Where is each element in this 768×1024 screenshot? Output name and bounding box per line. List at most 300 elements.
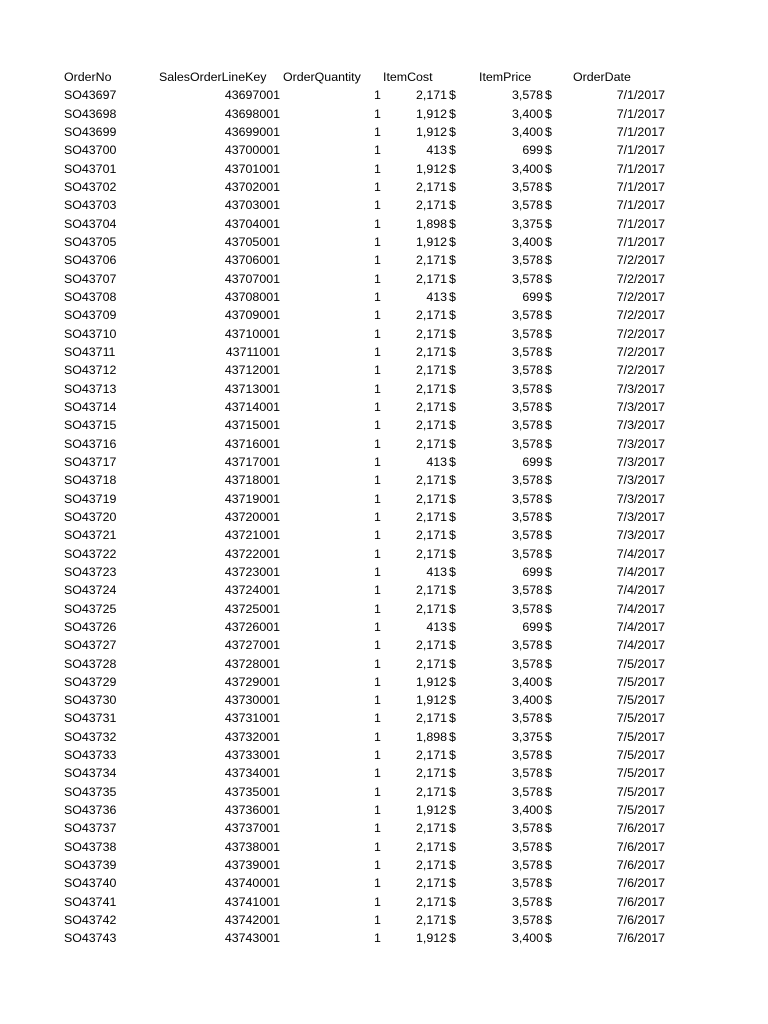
order-date-cell: 7/2/2017: [616, 308, 665, 323]
table-row: [0, 874, 768, 892]
table-row: [0, 123, 768, 141]
order-no-cell: SO43725: [64, 601, 117, 616]
item-cost-cell: 2,171: [415, 876, 447, 891]
line-key-cell: 43721001: [224, 528, 280, 543]
item-price-cell: 3,578: [511, 821, 543, 836]
order-date-cell: 7/2/2017: [616, 271, 665, 286]
item-cost-cell: 2,171: [415, 308, 447, 323]
header-order-quantity: OrderQuantity: [283, 70, 361, 84]
item-price-cell: 3,578: [511, 363, 543, 378]
item-cost-cell: 1,912: [415, 803, 447, 818]
order-date-cell: 7/3/2017: [616, 381, 665, 396]
item-price-currency: $: [545, 234, 552, 249]
item-cost-currency: $: [449, 766, 456, 781]
item-cost-cell: 1,912: [415, 106, 447, 121]
order-no-cell: SO43739: [64, 858, 117, 873]
order-no-cell: SO43706: [64, 253, 117, 268]
line-key-cell: 43717001: [224, 454, 280, 469]
line-key-cell: 43711001: [225, 344, 280, 359]
line-key-cell: 43719001: [224, 491, 280, 506]
order-date-cell: 7/4/2017: [616, 546, 665, 561]
item-cost-cell: 1,912: [415, 674, 447, 689]
item-cost-cell: 2,171: [415, 528, 447, 543]
order-no-cell: SO43716: [64, 436, 117, 451]
item-cost-cell: 2,171: [415, 858, 447, 873]
item-cost-currency: $: [449, 638, 456, 653]
quantity-cell: 1: [374, 784, 381, 799]
item-cost-currency: $: [449, 583, 456, 598]
item-price-cell: 3,578: [511, 583, 543, 598]
item-cost-cell: 2,171: [415, 583, 447, 598]
item-cost-currency: $: [449, 784, 456, 799]
line-key-cell: 43709001: [224, 308, 280, 323]
item-price-cell: 3,578: [511, 913, 543, 928]
order-no-cell: SO43712: [64, 363, 117, 378]
order-no-cell: SO43717: [64, 454, 117, 469]
quantity-cell: 1: [374, 399, 381, 414]
item-price-cell: 3,578: [511, 491, 543, 506]
table-row: [0, 545, 768, 563]
quantity-cell: 1: [374, 363, 381, 378]
quantity-cell: 1: [374, 821, 381, 836]
item-price-currency: $: [545, 638, 552, 653]
line-key-cell: 43712001: [224, 363, 280, 378]
order-no-cell: SO43709: [64, 308, 117, 323]
order-no-cell: SO43714: [64, 399, 117, 414]
line-key-cell: 43739001: [224, 858, 280, 873]
item-cost-currency: $: [449, 528, 456, 543]
item-cost-currency: $: [449, 88, 456, 103]
item-price-cell: 3,578: [511, 271, 543, 286]
item-cost-currency: $: [449, 179, 456, 194]
table-row: [0, 490, 768, 508]
quantity-cell: 1: [374, 198, 381, 213]
item-cost-cell: 2,171: [415, 748, 447, 763]
table-row: [0, 764, 768, 782]
quantity-cell: 1: [374, 528, 381, 543]
item-cost-currency: $: [449, 161, 456, 176]
quantity-cell: 1: [374, 803, 381, 818]
line-key-cell: 43726001: [224, 619, 280, 634]
order-date-cell: 7/6/2017: [616, 894, 665, 909]
table-row: [0, 600, 768, 618]
line-key-cell: 43723001: [224, 564, 280, 579]
order-date-cell: 7/3/2017: [616, 509, 665, 524]
order-no-cell: SO43703: [64, 198, 117, 213]
quantity-cell: 1: [374, 106, 381, 121]
quantity-cell: 1: [374, 308, 381, 323]
item-cost-cell: 2,171: [415, 344, 447, 359]
item-cost-currency: $: [449, 216, 456, 231]
item-cost-cell: 2,171: [415, 88, 447, 103]
item-cost-currency: $: [449, 326, 456, 341]
order-date-cell: 7/1/2017: [616, 88, 665, 103]
order-date-cell: 7/1/2017: [616, 234, 665, 249]
item-price-currency: $: [545, 583, 552, 598]
item-price-cell: 699: [522, 143, 543, 158]
item-cost-cell: 2,171: [415, 198, 447, 213]
table-row: [0, 508, 768, 526]
order-date-cell: 7/4/2017: [616, 619, 665, 634]
item-price-currency: $: [545, 308, 552, 323]
item-price-cell: 3,578: [511, 253, 543, 268]
order-date-cell: 7/6/2017: [616, 913, 665, 928]
line-key-cell: 43715001: [224, 418, 280, 433]
item-cost-cell: 2,171: [415, 839, 447, 854]
quantity-cell: 1: [374, 656, 381, 671]
line-key-cell: 43727001: [224, 638, 280, 653]
item-cost-cell: 2,171: [415, 363, 447, 378]
table-row: [0, 728, 768, 746]
item-price-cell: 3,578: [511, 308, 543, 323]
item-price-currency: $: [545, 436, 552, 451]
header-order-no: OrderNo: [64, 70, 112, 84]
table-row: [0, 709, 768, 727]
item-price-currency: $: [545, 711, 552, 726]
line-key-cell: 43708001: [224, 289, 280, 304]
item-price-cell: 3,400: [511, 106, 543, 121]
quantity-cell: 1: [374, 748, 381, 763]
quantity-cell: 1: [374, 693, 381, 708]
line-key-cell: 43706001: [224, 253, 280, 268]
item-cost-currency: $: [449, 546, 456, 561]
quantity-cell: 1: [374, 711, 381, 726]
item-price-currency: $: [545, 161, 552, 176]
item-cost-cell: 413: [426, 143, 447, 158]
item-price-cell: 3,578: [511, 399, 543, 414]
order-no-cell: SO43705: [64, 234, 117, 249]
item-cost-currency: $: [449, 509, 456, 524]
item-price-cell: 3,400: [511, 803, 543, 818]
quantity-cell: 1: [374, 473, 381, 488]
item-cost-currency: $: [449, 711, 456, 726]
item-cost-cell: 413: [426, 289, 447, 304]
order-no-cell: SO43737: [64, 821, 117, 836]
order-date-cell: 7/2/2017: [616, 363, 665, 378]
item-cost-currency: $: [449, 931, 456, 946]
order-no-cell: SO43699: [64, 124, 117, 139]
item-cost-cell: 2,171: [415, 326, 447, 341]
order-date-cell: 7/6/2017: [616, 839, 665, 854]
quantity-cell: 1: [374, 271, 381, 286]
table-row: [0, 673, 768, 691]
quantity-cell: 1: [374, 344, 381, 359]
quantity-cell: 1: [374, 546, 381, 561]
table-row: [0, 471, 768, 489]
line-key-cell: 43699001: [224, 124, 280, 139]
order-date-cell: 7/5/2017: [616, 748, 665, 763]
order-no-cell: SO43740: [64, 876, 117, 891]
item-cost-currency: $: [449, 308, 456, 323]
quantity-cell: 1: [374, 143, 381, 158]
item-price-currency: $: [545, 124, 552, 139]
item-price-currency: $: [545, 143, 552, 158]
item-cost-cell: 2,171: [415, 509, 447, 524]
item-cost-cell: 413: [426, 619, 447, 634]
line-key-cell: 43716001: [224, 436, 280, 451]
item-price-currency: $: [545, 399, 552, 414]
order-no-cell: SO43728: [64, 656, 117, 671]
quantity-cell: 1: [374, 234, 381, 249]
item-cost-cell: 2,171: [415, 491, 447, 506]
table-row: [0, 453, 768, 471]
line-key-cell: 43731001: [224, 711, 280, 726]
item-cost-currency: $: [449, 693, 456, 708]
table-row: [0, 380, 768, 398]
order-date-cell: 7/6/2017: [616, 931, 665, 946]
line-key-cell: 43714001: [224, 399, 280, 414]
line-key-cell: 43720001: [224, 509, 280, 524]
item-cost-currency: $: [449, 124, 456, 139]
item-price-currency: $: [545, 876, 552, 891]
order-date-cell: 7/3/2017: [616, 399, 665, 414]
table-row: [0, 361, 768, 379]
item-price-cell: 3,578: [511, 546, 543, 561]
quantity-cell: 1: [374, 381, 381, 396]
quantity-cell: 1: [374, 253, 381, 268]
order-date-cell: 7/5/2017: [616, 693, 665, 708]
item-price-cell: 3,578: [511, 418, 543, 433]
order-no-cell: SO43701: [64, 161, 117, 176]
item-price-currency: $: [545, 179, 552, 194]
table-row: [0, 215, 768, 233]
order-no-cell: SO43732: [64, 729, 117, 744]
item-cost-currency: $: [449, 106, 456, 121]
order-date-cell: 7/6/2017: [616, 858, 665, 873]
order-date-cell: 7/4/2017: [616, 638, 665, 653]
table-row: [0, 856, 768, 874]
item-cost-currency: $: [449, 729, 456, 744]
line-key-cell: 43703001: [224, 198, 280, 213]
item-price-cell: 699: [522, 454, 543, 469]
order-no-cell: SO43743: [64, 931, 117, 946]
table-row: [0, 655, 768, 673]
table-row: [0, 233, 768, 251]
table-row: [0, 911, 768, 929]
header-order-date: OrderDate: [573, 70, 631, 84]
item-cost-currency: $: [449, 234, 456, 249]
item-price-currency: $: [545, 839, 552, 854]
table-row: [0, 196, 768, 214]
item-cost-currency: $: [449, 876, 456, 891]
quantity-cell: 1: [374, 564, 381, 579]
item-cost-currency: $: [449, 143, 456, 158]
order-no-cell: SO43723: [64, 564, 117, 579]
order-date-cell: 7/6/2017: [616, 876, 665, 891]
item-price-cell: 3,400: [511, 124, 543, 139]
item-cost-cell: 1,912: [415, 693, 447, 708]
quantity-cell: 1: [374, 876, 381, 891]
item-cost-currency: $: [449, 271, 456, 286]
item-price-currency: $: [545, 106, 552, 121]
order-date-cell: 7/1/2017: [616, 143, 665, 158]
item-price-cell: 3,578: [511, 436, 543, 451]
item-price-cell: 3,400: [511, 161, 543, 176]
line-key-cell: 43724001: [224, 583, 280, 598]
order-date-cell: 7/5/2017: [616, 729, 665, 744]
table-row: [0, 325, 768, 343]
order-date-cell: 7/5/2017: [616, 766, 665, 781]
order-no-cell: SO43726: [64, 619, 117, 634]
line-key-cell: 43698001: [224, 106, 280, 121]
item-price-cell: 3,578: [511, 711, 543, 726]
item-cost-currency: $: [449, 418, 456, 433]
item-cost-currency: $: [449, 491, 456, 506]
order-date-cell: 7/5/2017: [616, 656, 665, 671]
order-no-cell: SO43707: [64, 271, 117, 286]
item-cost-cell: 1,898: [415, 729, 447, 744]
order-date-cell: 7/3/2017: [616, 528, 665, 543]
item-price-cell: 3,578: [511, 656, 543, 671]
item-price-cell: 699: [522, 289, 543, 304]
item-cost-currency: $: [449, 858, 456, 873]
line-key-cell: 43704001: [224, 216, 280, 231]
item-cost-cell: 413: [426, 454, 447, 469]
item-price-cell: 3,578: [511, 344, 543, 359]
line-key-cell: 43743001: [224, 931, 280, 946]
line-key-cell: 43737001: [224, 821, 280, 836]
item-cost-cell: 2,171: [415, 436, 447, 451]
line-key-cell: 43725001: [224, 601, 280, 616]
table-row: [0, 581, 768, 599]
line-key-cell: 43710001: [224, 326, 280, 341]
order-no-cell: SO43727: [64, 638, 117, 653]
item-cost-currency: $: [449, 399, 456, 414]
item-price-currency: $: [545, 418, 552, 433]
quantity-cell: 1: [374, 289, 381, 304]
item-cost-currency: $: [449, 289, 456, 304]
item-cost-currency: $: [449, 344, 456, 359]
line-key-cell: 43702001: [224, 179, 280, 194]
line-key-cell: 43732001: [224, 729, 280, 744]
quantity-cell: 1: [374, 454, 381, 469]
item-price-cell: 3,400: [511, 674, 543, 689]
quantity-cell: 1: [374, 601, 381, 616]
item-price-cell: 3,375: [511, 729, 543, 744]
line-key-cell: 43729001: [224, 674, 280, 689]
line-key-cell: 43733001: [224, 748, 280, 763]
item-price-cell: 3,578: [511, 894, 543, 909]
quantity-cell: 1: [374, 88, 381, 103]
item-cost-cell: 2,171: [415, 784, 447, 799]
item-cost-currency: $: [449, 198, 456, 213]
item-price-currency: $: [545, 546, 552, 561]
order-date-cell: 7/3/2017: [616, 473, 665, 488]
quantity-cell: 1: [374, 491, 381, 506]
header-item-price: ItemPrice: [479, 70, 532, 84]
order-date-cell: 7/3/2017: [616, 491, 665, 506]
table-row: [0, 801, 768, 819]
quantity-cell: 1: [374, 509, 381, 524]
item-price-cell: 3,578: [511, 766, 543, 781]
table-row: [0, 398, 768, 416]
quantity-cell: 1: [374, 161, 381, 176]
item-cost-currency: $: [449, 454, 456, 469]
item-cost-cell: 2,171: [415, 253, 447, 268]
quantity-cell: 1: [374, 436, 381, 451]
item-cost-cell: 2,171: [415, 766, 447, 781]
order-date-cell: 7/6/2017: [616, 821, 665, 836]
item-cost-currency: $: [449, 656, 456, 671]
line-key-cell: 43713001: [224, 381, 280, 396]
order-date-cell: 7/5/2017: [616, 711, 665, 726]
table-row: [0, 893, 768, 911]
order-date-cell: 7/1/2017: [616, 124, 665, 139]
line-key-cell: 43700001: [224, 143, 280, 158]
quantity-cell: 1: [374, 638, 381, 653]
item-price-cell: 3,578: [511, 638, 543, 653]
line-key-cell: 43741001: [224, 894, 280, 909]
item-cost-cell: 2,171: [415, 913, 447, 928]
order-no-cell: SO43722: [64, 546, 117, 561]
item-price-currency: $: [545, 528, 552, 543]
item-price-currency: $: [545, 619, 552, 634]
order-no-cell: SO43710: [64, 326, 117, 341]
item-cost-cell: 2,171: [415, 473, 447, 488]
order-date-cell: 7/5/2017: [616, 674, 665, 689]
item-price-currency: $: [545, 674, 552, 689]
table-row: [0, 178, 768, 196]
order-date-cell: 7/2/2017: [616, 326, 665, 341]
order-no-cell: SO43736: [64, 803, 117, 818]
order-date-cell: 7/1/2017: [616, 106, 665, 121]
table-body: [0, 86, 768, 947]
item-price-currency: $: [545, 784, 552, 799]
item-price-currency: $: [545, 454, 552, 469]
item-cost-cell: 2,171: [415, 271, 447, 286]
item-cost-currency: $: [449, 674, 456, 689]
table-row: [0, 838, 768, 856]
line-key-cell: 43728001: [224, 656, 280, 671]
item-price-cell: 3,578: [511, 88, 543, 103]
item-price-currency: $: [545, 803, 552, 818]
item-price-currency: $: [545, 693, 552, 708]
item-cost-cell: 2,171: [415, 894, 447, 909]
item-cost-cell: 2,171: [415, 638, 447, 653]
item-price-currency: $: [545, 894, 552, 909]
item-cost-cell: 2,171: [415, 381, 447, 396]
order-date-cell: 7/3/2017: [616, 418, 665, 433]
quantity-cell: 1: [374, 858, 381, 873]
item-cost-cell: 2,171: [415, 656, 447, 671]
quantity-cell: 1: [374, 913, 381, 928]
order-no-cell: SO43708: [64, 289, 117, 304]
line-key-cell: 43701001: [224, 161, 280, 176]
table-row: [0, 618, 768, 636]
item-cost-currency: $: [449, 473, 456, 488]
item-cost-cell: 1,898: [415, 216, 447, 231]
order-date-cell: 7/4/2017: [616, 564, 665, 579]
order-date-cell: 7/4/2017: [616, 601, 665, 616]
item-price-currency: $: [545, 88, 552, 103]
line-key-cell: 43730001: [224, 693, 280, 708]
item-price-currency: $: [545, 363, 552, 378]
item-price-cell: 3,578: [511, 528, 543, 543]
item-price-cell: 3,400: [511, 693, 543, 708]
order-date-cell: 7/2/2017: [616, 289, 665, 304]
item-price-currency: $: [545, 271, 552, 286]
table-row: [0, 563, 768, 581]
item-price-currency: $: [545, 509, 552, 524]
quantity-cell: 1: [374, 418, 381, 433]
item-cost-cell: 2,171: [415, 399, 447, 414]
order-no-cell: SO43700: [64, 143, 117, 158]
item-price-cell: 3,578: [511, 784, 543, 799]
order-no-cell: SO43738: [64, 839, 117, 854]
quantity-cell: 1: [374, 326, 381, 341]
quantity-cell: 1: [374, 124, 381, 139]
order-no-cell: SO43713: [64, 381, 117, 396]
